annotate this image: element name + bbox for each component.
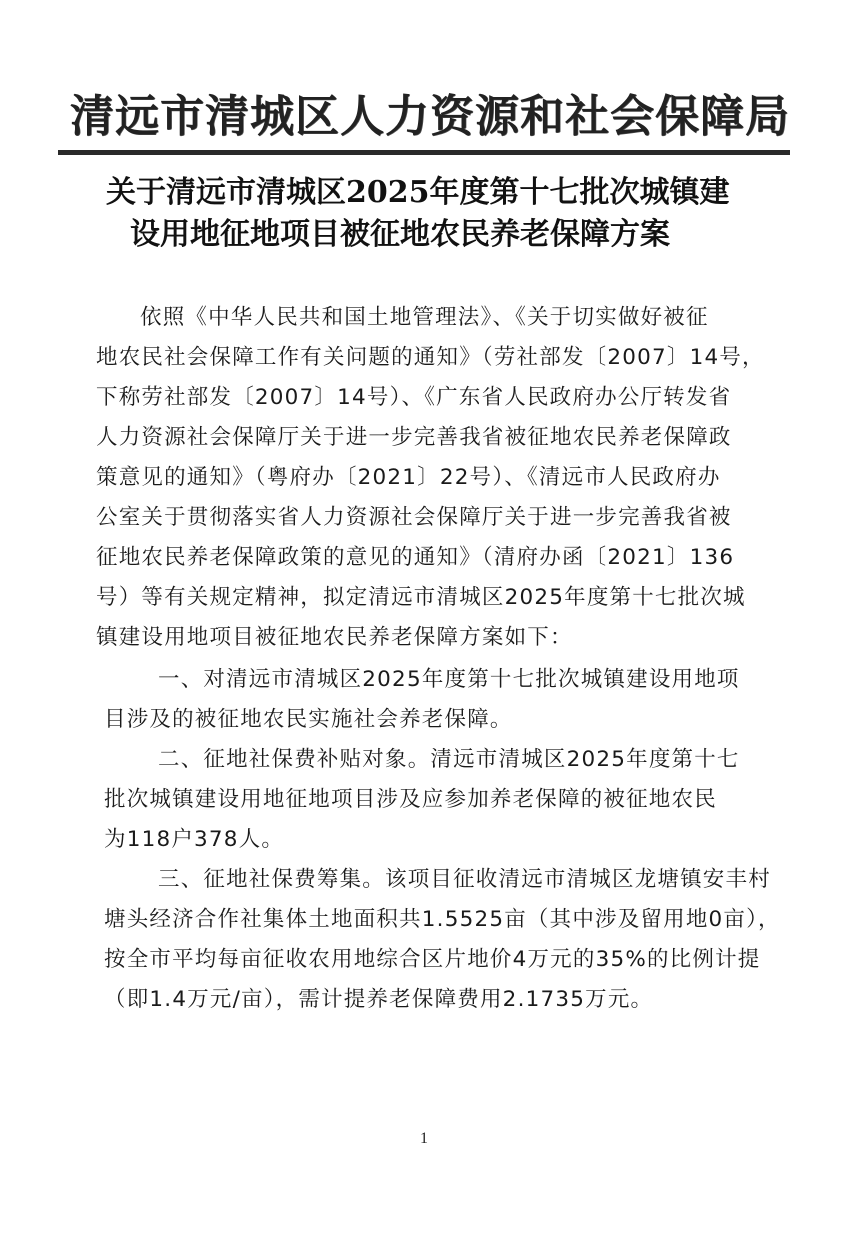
text-line: 二、征地社保费补贴对象。清远市清城区2025年度第十七 bbox=[158, 747, 740, 772]
page-number: 1 bbox=[420, 1130, 428, 1147]
document-body bbox=[96, 298, 781, 1020]
text-line: 塘头经济合作社集体土地面积共1.5525亩（其中涉及留用地0亩）， bbox=[104, 907, 781, 932]
text-line: 镇建设用地项目被征地农民养老保障方案如下： bbox=[96, 625, 573, 650]
text-line: 三、征地社保费筹集。该项目征收清远市清城区龙塘镇安丰村 bbox=[158, 867, 771, 892]
text-line: 一、对清远市清城区2025年度第十七批次城镇建设用地项 bbox=[158, 667, 740, 692]
masthead-divider bbox=[58, 150, 790, 155]
text-line: （即1.4万元/亩），需计提养老保障费用2.1735万元。 bbox=[104, 987, 654, 1012]
text-line: 策意见的通知》（粤府办〔2021〕22号）、《清远市人民政府办 bbox=[96, 465, 721, 490]
section-3-paragraph bbox=[96, 860, 781, 1020]
text-line: 按全市平均每亩征收农用地综合区片地价4万元的35%的比例计提 bbox=[104, 947, 761, 972]
title-line-1: 关于清远市清城区2025年度第十七批次城镇建 bbox=[106, 175, 730, 210]
title-line-2: 设用地征地项目被征地农民养老保障方案 bbox=[130, 217, 670, 252]
document-title bbox=[80, 172, 780, 256]
section-1-paragraph bbox=[96, 660, 756, 740]
text-line: 依照《中华人民共和国土地管理法》、《关于切实做好被征 bbox=[140, 305, 709, 330]
text-line: 征地农民养老保障政策的意见的通知》（清府办函〔2021〕136 bbox=[96, 545, 735, 570]
preamble-paragraph bbox=[96, 298, 765, 658]
text-line: 批次城镇建设用地征地项目涉及应参加养老保障的被征地农民 bbox=[104, 787, 717, 812]
text-line: 公室关于贯彻落实省人力资源社会保障厅关于进一步完善我省被 bbox=[96, 505, 732, 530]
text-line: 地农民社会保障工作有关问题的通知》（劳社部发〔2007〕14号， bbox=[96, 345, 765, 370]
text-line: 号）等有关规定精神，拟定清远市清城区2025年度第十七批次城 bbox=[96, 585, 746, 610]
text-line: 目涉及的被征地农民实施社会养老保障。 bbox=[104, 707, 513, 732]
issuing-authority-masthead: 清远市清城区人力资源和社会保障局 bbox=[70, 91, 790, 142]
text-line: 为118户378人。 bbox=[104, 827, 285, 852]
text-line: 下称劳社部发〔2007〕14号）、《广东省人民政府办公厅转发省 bbox=[96, 385, 732, 410]
text-line: 人力资源社会保障厅关于进一步完善我省被征地农民养老保障政 bbox=[96, 425, 732, 450]
section-2-paragraph bbox=[96, 740, 756, 860]
